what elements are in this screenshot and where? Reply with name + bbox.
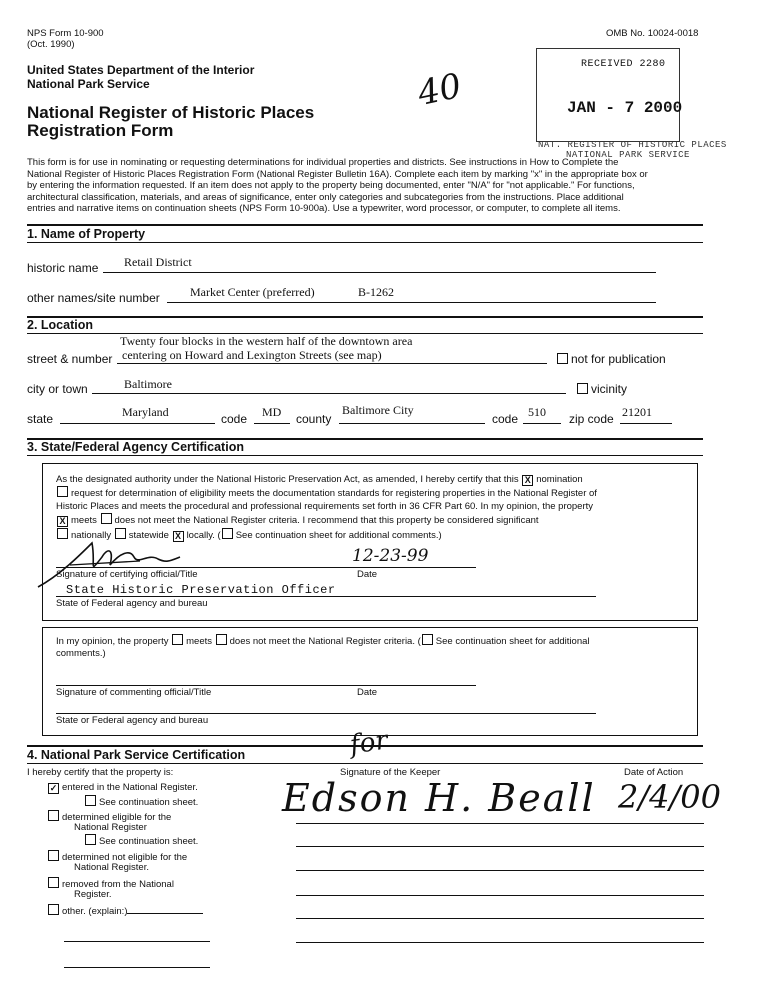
keeper-line-5 [296, 918, 704, 919]
official-title-value[interactable]: State Historic Preservation Officer [66, 583, 336, 597]
section-4-heading: 4. National Park Service Certification [27, 748, 246, 762]
comment-signature-line [56, 685, 476, 686]
continuation-checkbox-1[interactable] [85, 795, 96, 806]
not-for-publication-checkbox[interactable] [557, 353, 568, 364]
stamp-received: RECEIVED 2280 [581, 59, 666, 70]
instructions: This form is for use in nominating or requesting determinations for individual properties and districts. See instructions in How to Complete the National Register of Historic Places Registration Form (National Register Bulletin 16A). Complete each item by marking "x" in the appropriate box or by entering the information requested. If an item does not apply to the property being documented, enter "N/A" for "not applicable." For functions, architectural classification, materials, and areas of significance, enter only categories and subcategories from the instructions. Place additional entries and narrative items on continuation sheets (NPS Form 10-900a). Use a typewriter, word processor, or computer, to complete all items. [27, 157, 648, 214]
removed-option-line2: Register. [74, 889, 112, 900]
other-names-value[interactable]: Market Center (preferred) [190, 285, 315, 299]
opinion-meets-checkbox[interactable] [172, 634, 183, 645]
section-1-heading: 1. Name of Property [27, 227, 146, 241]
other-line-1 [64, 941, 210, 942]
not-eligible-checkbox[interactable] [48, 850, 59, 861]
certification-date-value[interactable]: 12-23-99 [352, 546, 429, 566]
removed-option[interactable]: removed from the National [47, 877, 174, 890]
vicinity-checkbox[interactable] [577, 383, 588, 394]
eligible-option[interactable]: determined eligible for the [47, 810, 171, 823]
county-value[interactable]: Baltimore City [342, 403, 414, 417]
other-names-line [167, 302, 656, 303]
divider [27, 316, 703, 318]
state-label: state [27, 412, 54, 426]
date-label: Date [357, 569, 378, 580]
vicinity[interactable]: vicinity [576, 382, 627, 396]
not-for-publication[interactable]: not for publication [556, 352, 666, 366]
street-line [117, 363, 547, 364]
zip-value[interactable]: 21201 [622, 405, 652, 419]
historic-name-label: historic name [27, 261, 99, 275]
entered-option[interactable]: ✓ entered in the National Register. [49, 782, 198, 793]
action-date-value[interactable]: 2/4/00 [618, 778, 721, 816]
keeper-line-1 [296, 823, 704, 824]
comment-agency-line [56, 713, 596, 714]
certify-text: I hereby certify that the property is: [27, 767, 174, 778]
eligible-option-line2: National Register [74, 822, 147, 833]
see-continuation-2[interactable]: See continuation sheet. [84, 834, 198, 847]
state-code-line [254, 423, 290, 424]
see-continuation-1[interactable]: See continuation sheet. [84, 795, 198, 808]
comment-agency-label: State or Federal agency and bureau [56, 715, 209, 726]
form-title: National Register of Historic Places [27, 103, 315, 122]
stamp-line-2: NATIONAL PARK SERVICE [566, 150, 690, 160]
signature-label: Signature of certifying official/Title [56, 569, 198, 580]
stamp-line-1: NAT. REGISTER OF HISTORIC PLACES [538, 140, 727, 150]
city-value[interactable]: Baltimore [124, 377, 172, 391]
continuation-checkbox-2[interactable] [85, 834, 96, 845]
zip-label: zip code [569, 412, 614, 426]
form-subtitle: Registration Form [27, 121, 174, 140]
other-option[interactable]: other. (explain:) [47, 904, 203, 917]
received-stamp [536, 48, 683, 142]
not-eligible-option[interactable]: determined not eligible for the [47, 850, 187, 863]
state-value[interactable]: Maryland [122, 405, 169, 419]
opinion-continuation-checkbox[interactable] [422, 634, 433, 645]
continuation-checkbox[interactable] [222, 528, 233, 539]
other-names-label: other names/site number [27, 291, 160, 305]
city-label: city or town [27, 382, 88, 396]
county-code-line [523, 423, 561, 424]
keeper-line-3 [296, 870, 704, 871]
opinion-text: In my opinion, the property meets does not meet the National Register criteria. ( See continuation sheet for additional comments.) [56, 636, 590, 660]
keeper-line-2 [296, 846, 704, 847]
nomination-checkbox[interactable]: X [522, 475, 533, 486]
locally-checkbox[interactable]: X [173, 531, 184, 542]
section-2-heading: 2. Location [27, 318, 93, 332]
eligible-checkbox[interactable] [48, 810, 59, 821]
state-line [60, 423, 215, 424]
street-value-line2[interactable]: centering on Howard and Lexington Streets (see map) [122, 348, 382, 362]
keeper-line-4 [296, 895, 704, 896]
keeper-label: Signature of the Keeper [340, 767, 441, 778]
removed-checkbox[interactable] [48, 877, 59, 888]
agency-label: State of Federal agency and bureau [56, 598, 208, 609]
county-code-label: code [492, 412, 519, 426]
handwritten-number: 40 [414, 65, 465, 115]
meets-checkbox[interactable]: X [57, 516, 68, 527]
entered-checkbox[interactable]: ✓ [49, 783, 58, 793]
county-line [339, 423, 485, 424]
street-label: street & number [27, 352, 113, 366]
city-line [92, 393, 566, 394]
service: National Park Service [27, 77, 150, 91]
comment-signature-label: Signature of commenting official/Title [56, 687, 212, 698]
divider [27, 763, 703, 764]
keeper-for: for [348, 725, 390, 761]
section-3-heading: 3. State/Federal Agency Certification [27, 440, 244, 454]
keeper-signature: Edson H. Beall [282, 776, 596, 820]
other-line-2 [64, 967, 210, 968]
site-number-value[interactable]: B-1262 [358, 285, 394, 299]
determination-request-checkbox[interactable] [57, 486, 68, 497]
comment-date-label: Date [357, 687, 378, 698]
form-date: (Oct. 1990) [27, 39, 75, 50]
action-date-label: Date of Action [624, 767, 684, 778]
divider [27, 224, 703, 226]
county-code-value[interactable]: 510 [528, 405, 546, 419]
zip-line [620, 423, 672, 424]
state-code-label: code [221, 412, 248, 426]
other-checkbox[interactable] [48, 904, 59, 915]
certification-text: As the designated authority under the National Historic Preservation Act, as amended, I hereby certify that this X nomination request for determination of eligibility meets the documentation standards for registering properties in the National Register of Historic Places and meets the procedural and professional requirements set forth in 36 CFR Part 60. In my opinion, the property X meets does not meet the National Register criteria. I recommend that this property be considered significant nationally statewide X locally. ( See continuation sheet for additional comments.) [56, 474, 597, 541]
omb-number: OMB No. 10024-0018 [606, 28, 699, 39]
signature-line [56, 567, 476, 568]
department: United States Department of the Interior [27, 63, 255, 77]
does-not-meet-checkbox[interactable] [101, 513, 112, 524]
stamp-date: JAN - 7 2000 [567, 99, 683, 117]
county-label: county [296, 412, 332, 426]
historic-name-line [103, 272, 656, 273]
keeper-line-6 [296, 942, 704, 943]
opinion-not-meet-checkbox[interactable] [216, 634, 227, 645]
form-number: NPS Form 10-900 [27, 28, 104, 39]
divider [27, 242, 703, 243]
historic-name-value[interactable]: Retail District [124, 255, 192, 269]
divider [27, 455, 703, 456]
not-eligible-option-line2: National Register. [74, 862, 149, 873]
state-code-value[interactable]: MD [262, 405, 282, 419]
street-value-line1[interactable]: Twenty four blocks in the western half of the downtown area [120, 334, 413, 348]
agency-line [56, 596, 596, 597]
